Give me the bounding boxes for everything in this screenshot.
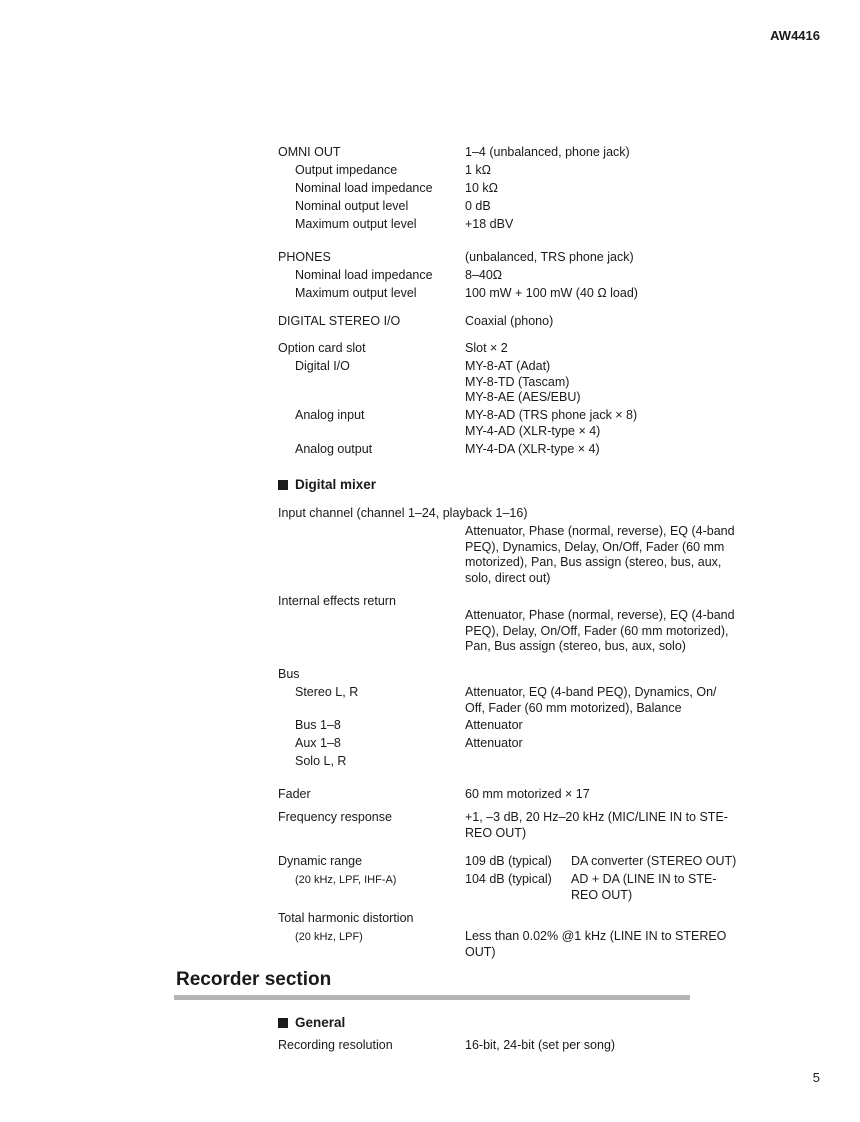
digital-mixer-heading-text: Digital mixer: [295, 477, 377, 492]
input-channel-line: motorized), Pan, Bus assign (stereo, bus, aux,: [465, 555, 722, 569]
analog-input-values: [465, 408, 637, 439]
dynamic-range-desc-1: DA converter (STEREO OUT): [571, 854, 737, 868]
stereo-lr-line: Attenuator, EQ (4-band PEQ), Dynamics, On/: [465, 685, 717, 699]
bus-label: Bus: [278, 667, 300, 681]
square-bullet-icon: [278, 480, 288, 490]
stereo-lr-label: Stereo L, R: [295, 685, 359, 699]
dynamic-range-value-1: 109 dB (typical): [465, 854, 552, 868]
phones-max-level-value: 100 mW + 100 mW (40 Ω load): [465, 286, 638, 300]
general-heading-text: General: [295, 1015, 346, 1030]
recorder-section-title: Recorder section: [176, 969, 332, 990]
dynamic-range-value-2: 104 dB (typical): [465, 872, 552, 886]
omni-max-level-value: +18 dBV: [465, 217, 514, 231]
aux-1-8-value: Attenuator: [465, 736, 523, 750]
frequency-response-line: REO OUT): [465, 825, 527, 840]
fader-label: Fader: [278, 787, 311, 801]
digital-stereo-label: DIGITAL STEREO I/O: [278, 314, 401, 328]
aux-1-8-label: Aux 1–8: [295, 736, 341, 750]
analog-input-value: MY-8-AD (TRS phone jack × 8): [465, 408, 638, 422]
effects-return-values: [465, 608, 735, 655]
omni-output-impedance-label: Output impedance: [295, 163, 398, 177]
digital-mixer-heading: [278, 477, 376, 492]
omni-output-impedance-value: 1 kΩ: [465, 163, 492, 177]
phones-value: (unbalanced, TRS phone jack): [465, 250, 634, 264]
omni-out-label: OMNI OUT: [278, 145, 341, 159]
input-channel-line: solo, direct out): [465, 570, 551, 585]
thd-line: OUT): [465, 944, 496, 959]
omni-nominal-level-label: Nominal output level: [295, 199, 409, 213]
dynamic-range-desc-line: AD + DA (LINE IN to STE-: [571, 872, 717, 886]
thd-note: (20 kHz, LPF): [295, 931, 363, 943]
input-channel-label: Input channel (channel 1–24, playback 1–16): [278, 506, 528, 520]
effects-return-label: Internal effects return: [278, 594, 396, 608]
stereo-lr-values: [465, 685, 717, 716]
dynamic-range-note: (20 kHz, LPF, IHF-A): [295, 874, 397, 886]
option-slot-value: Slot × 2: [465, 341, 508, 355]
thd-line: Less than 0.02% @1 kHz (LINE IN to STEREO: [465, 929, 727, 943]
page-number: 5: [812, 1070, 820, 1085]
recording-resolution-label: Recording resolution: [278, 1038, 393, 1052]
dynamic-range-label: Dynamic range: [278, 854, 363, 868]
digital-io-value: MY-8-TD (Tascam): [465, 374, 570, 389]
phones-load-impedance-value: 8–40Ω: [465, 268, 503, 282]
dynamic-range-desc-line: REO OUT): [571, 887, 633, 902]
digital-io-label: Digital I/O: [295, 359, 350, 373]
recording-resolution-value: 16-bit, 24-bit (set per song): [465, 1038, 616, 1052]
omni-load-impedance-value: 10 kΩ: [465, 181, 498, 195]
input-channel-line: Attenuator, Phase (normal, reverse), EQ (4-band: [465, 524, 735, 538]
omni-out-value: 1–4 (unbalanced, phone jack): [465, 145, 630, 159]
option-slot-label: Option card slot: [278, 341, 366, 355]
analog-input-label: Analog input: [295, 408, 365, 422]
stereo-lr-line: Off, Fader (60 mm motorized), Balance: [465, 700, 682, 715]
effects-return-line: PEQ), Delay, On/Off, Fader (60 mm motorized),: [465, 623, 729, 638]
omni-load-impedance-label: Nominal load impedance: [295, 181, 433, 195]
input-channel-line: PEQ), Dynamics, Delay, On/Off, Fader (60 mm: [465, 539, 725, 554]
solo-lr-label: Solo L, R: [295, 754, 347, 768]
digital-io-value: MY-8-AE (AES/EBU): [465, 390, 581, 404]
effects-return-line: Pan, Bus assign (stereo, bus, aux, solo): [465, 639, 686, 653]
thd-label: Total harmonic distortion: [278, 911, 414, 925]
analog-output-label: Analog output: [295, 442, 373, 456]
omni-nominal-level-value: 0 dB: [465, 199, 491, 213]
phones-label: PHONES: [278, 250, 331, 264]
document-header: AW4416: [770, 28, 820, 43]
frequency-response-values: [465, 810, 728, 841]
fader-value: 60 mm motorized × 17: [465, 787, 590, 801]
omni-max-level-label: Maximum output level: [295, 217, 417, 231]
bus-1-8-value: Attenuator: [465, 718, 523, 732]
digital-stereo-value: Coaxial (phono): [465, 314, 554, 328]
section-divider: [174, 995, 690, 1000]
bus-1-8-label: Bus 1–8: [295, 718, 341, 732]
general-heading: [278, 1015, 345, 1030]
phones-load-impedance-label: Nominal load impedance: [295, 268, 433, 282]
dynamic-range-desc-2: [571, 872, 717, 903]
phones-max-level-label: Maximum output level: [295, 286, 417, 300]
square-bullet-icon: [278, 1018, 288, 1028]
digital-io-value: MY-8-AT (Adat): [465, 359, 551, 373]
input-channel-values: [465, 524, 735, 586]
analog-input-value: MY-4-AD (XLR-type × 4): [465, 423, 601, 438]
analog-output-value: MY-4-DA (XLR-type × 4): [465, 442, 600, 456]
digital-io-values: [465, 359, 581, 406]
frequency-response-label: Frequency response: [278, 810, 392, 824]
thd-values: [465, 929, 726, 960]
frequency-response-line: +1, –3 dB, 20 Hz–20 kHz (MIC/LINE IN to STE-: [465, 810, 728, 824]
effects-return-line: Attenuator, Phase (normal, reverse), EQ (4-band: [465, 608, 735, 622]
